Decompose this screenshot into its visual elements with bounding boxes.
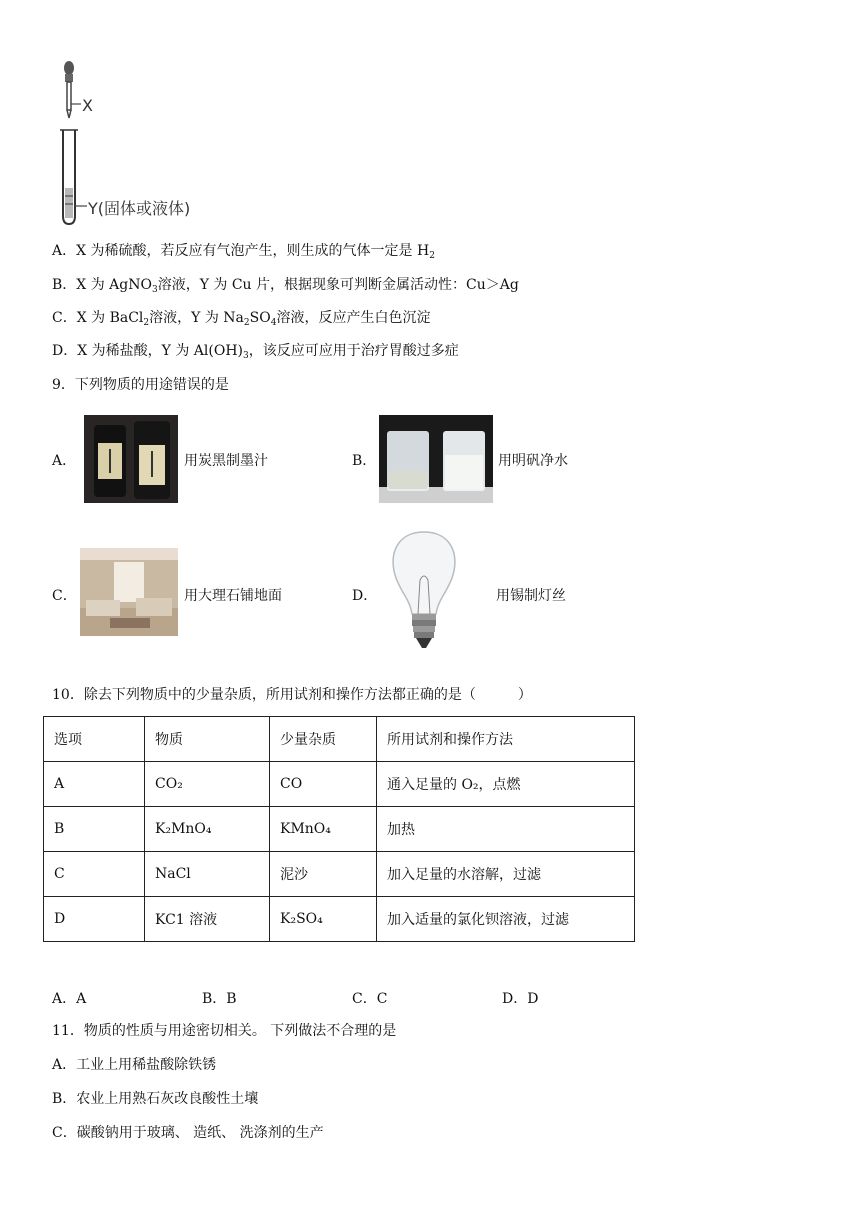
q8-option-a: A．X 为稀硫酸，若反应有气泡产生，则生成的气体一定是 $H_2$	[52, 243, 435, 261]
table-row	[44, 807, 635, 852]
table-cell: D	[44, 897, 145, 942]
table-cell: CO	[270, 762, 377, 807]
test-tube-icon	[60, 130, 87, 224]
table-cell: B	[44, 807, 145, 852]
table-cell: 加入足量的水溶解，过滤	[377, 852, 635, 897]
table-cell: A	[44, 762, 145, 807]
q8-option-b: B．X 为 AgNO$_3$溶液，Y 为 Cu 片，根据现象可判断金属活动性：Cu＞Ag	[52, 277, 519, 295]
beakers-photo	[379, 415, 493, 503]
q9-option-d-text: 用锡制灯丝	[496, 588, 566, 604]
header-cell: 所用试剂和操作方法	[377, 717, 635, 762]
q11-stem: 11．物质的性质与用途密切相关。 下列做法不合理的是	[52, 1023, 397, 1039]
impurity-table	[43, 716, 635, 942]
q9-option-a-text: 用炭黑制墨汁	[184, 453, 268, 469]
table-cell: K₂MnO₄	[145, 807, 270, 852]
table-cell: 加热	[377, 807, 635, 852]
table-cell: NaCl	[145, 852, 270, 897]
q9-option-b-letter: B．	[352, 453, 377, 469]
table-header-row	[44, 717, 635, 762]
q11-option-c: C．碳酸钠用于玻璃、 造纸、 洗涤剂的生产	[52, 1125, 324, 1141]
table-cell: K₂SO₄	[270, 897, 377, 942]
table-cell: 通入足量的 O₂，点燃	[377, 762, 635, 807]
q11-option-b: B．农业上用熟石灰改良酸性土壤	[52, 1091, 259, 1107]
dropper-icon	[64, 61, 81, 118]
header-cell: 物质	[145, 717, 270, 762]
table-cell: C	[44, 852, 145, 897]
q8-option-c: C．X 为 BaCl$_2$溶液，Y 为 $Na_2SO_4$溶液，反应产生白色沉淀	[52, 310, 431, 328]
header-cell: 少量杂质	[270, 717, 377, 762]
ink-bottles-photo	[84, 415, 178, 503]
test-tube-label: Y(固体或液体)	[88, 199, 191, 218]
q9-option-b-text: 用明矾净水	[498, 453, 568, 469]
dropper-label: X	[82, 96, 93, 115]
table-cell: 泥沙	[270, 852, 377, 897]
q10-answer-b: B．B	[202, 991, 237, 1007]
living-room-photo	[80, 548, 178, 636]
q10-answer-d: D．D	[502, 991, 539, 1007]
q9-option-c-text: 用大理石铺地面	[184, 588, 282, 604]
q9-option-c-letter: C．	[52, 588, 77, 604]
table-cell: KMnO₄	[270, 807, 377, 852]
table-cell: 加入适量的氯化钡溶液，过滤	[377, 897, 635, 942]
q9-option-d-letter: D．	[352, 588, 378, 604]
q10-answer-a: A．A	[52, 991, 87, 1007]
table-cell: KC1 溶液	[145, 897, 270, 942]
q10-answer-c: C．C	[352, 991, 388, 1007]
q8-option-d: D．X 为稀盐酸，Y 为 $Al(OH)_3$，该反应可应用于治疗胃酸过多症	[52, 343, 459, 361]
q10-stem: 10．除去下列物质中的少量杂质，所用试剂和操作方法都正确的是（ ）	[52, 687, 532, 703]
q9-stem: 9．下列物质的用途错误的是	[52, 377, 229, 393]
table-row	[44, 762, 635, 807]
table-row	[44, 852, 635, 897]
header-cell: 选项	[44, 717, 145, 762]
table-row	[44, 897, 635, 942]
q11-option-a: A．工业上用稀盐酸除铁锈	[52, 1057, 217, 1073]
light-bulb-photo	[384, 528, 464, 658]
q9-option-a-letter: A．	[52, 453, 77, 469]
table-cell: CO₂	[145, 762, 270, 807]
